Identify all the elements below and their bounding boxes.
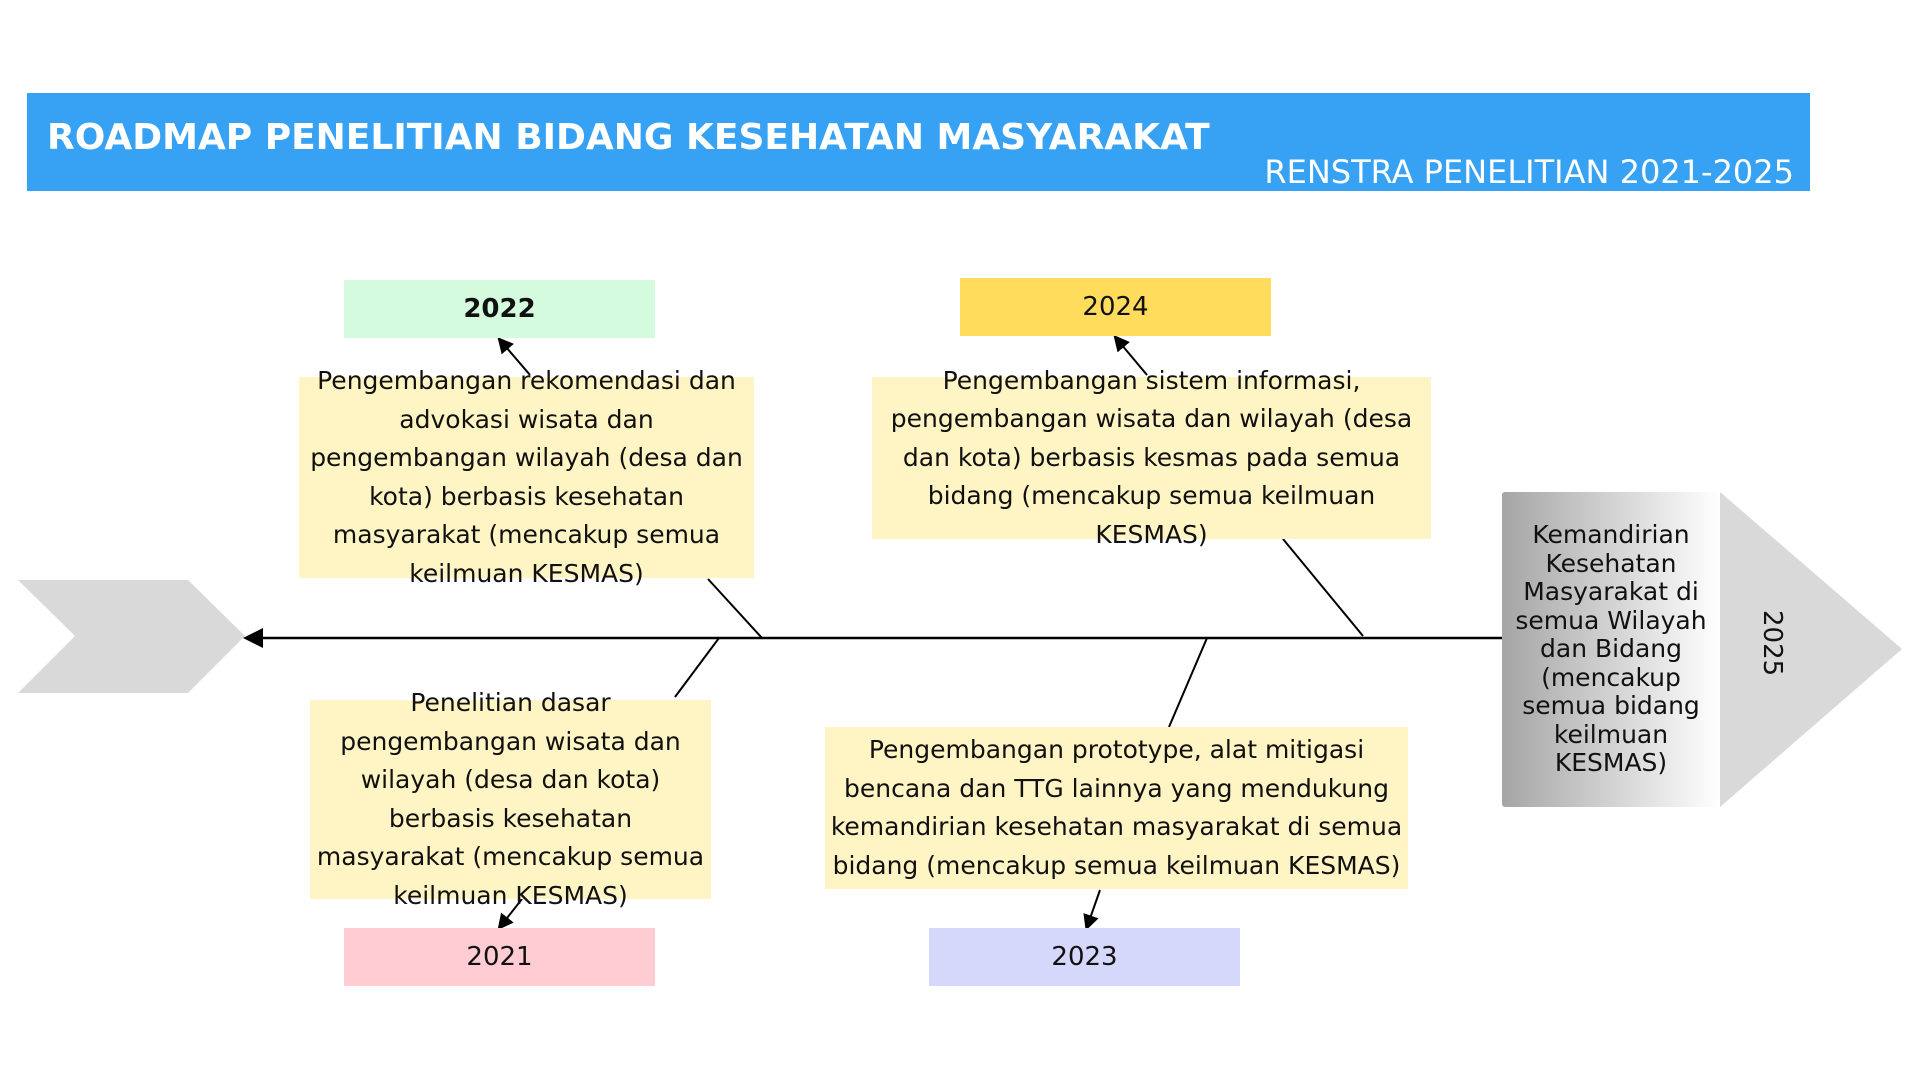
milestone-2021-text: Penelitian dasar pengembangan wisata dan wilayah (desa dan kota) berbasis kesehatan masyarakat (mencakup semua keilmuan KESMAS) [310,700,711,899]
milestone-2023-text: Pengembangan prototype, alat mitigasi bencana dan TTG lainnya yang mendukung kemandirian kesehatan masyarakat di semua bidang (mencakup semua keilmuan KESMAS) [825,727,1408,889]
milestone-2024-text: Pengembangan sistem informasi, pengembangan wisata dan wilayah (desa dan kota) berbasis kesmas pada semua bidang (mencakup semua keilmuan KESMAS) [872,377,1431,539]
goal-box: Kemandirian Kesehatan Masyarakat di semua Wilayah dan Bidang (mencakup semua bidang keilmuan KESMAS) [1502,492,1720,807]
start-chevron [18,580,245,693]
milestone-2022-text: Pengembangan rekomendasi dan advokasi wisata dan pengembangan wilayah (desa dan kota) berbasis kesehatan masyarakat (mencakup semua keilmuan KESMAS) [299,377,754,578]
year-2021-label: 2021 [344,928,655,986]
page-subtitle: RENSTRA PENELITIAN 2021-2025 [1264,153,1794,191]
year-2023-label: 2023 [929,928,1240,986]
goal-arrow-head [1720,492,1902,807]
year-2024-label: 2024 [960,278,1271,336]
page-title: ROADMAP PENELITIAN BIDANG KESEHATAN MASYARAKAT [47,117,1210,158]
year-2022-label: 2022 [344,280,655,338]
year-2025-label: 2025 [1757,610,1787,677]
